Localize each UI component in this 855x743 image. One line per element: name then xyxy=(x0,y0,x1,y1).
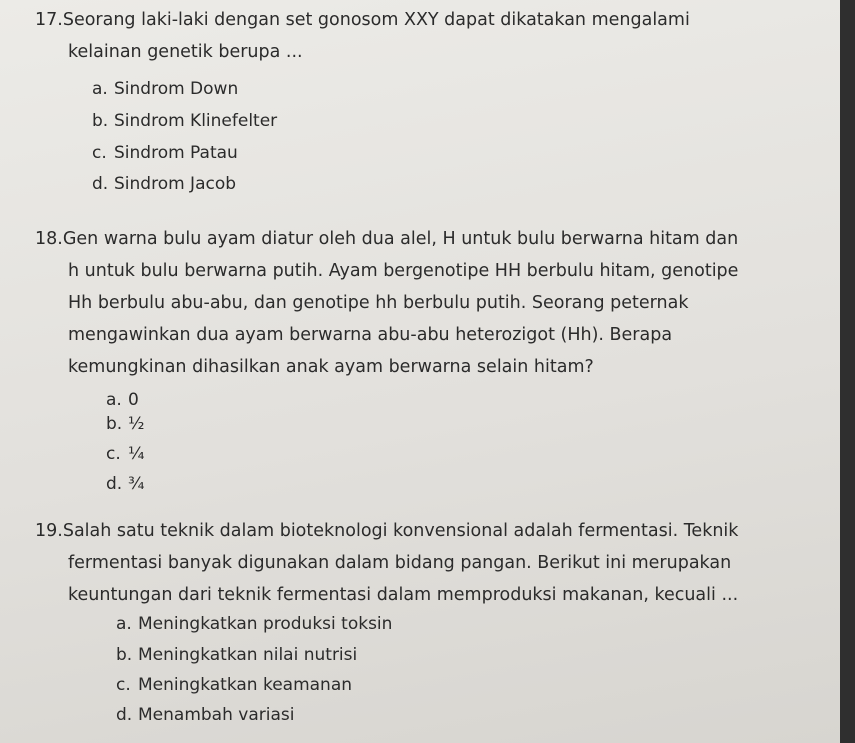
option-17-c[interactable]: c. Sindrom Patau xyxy=(92,143,238,163)
option-19-b[interactable]: b. Meningkatkan nilai nutrisi xyxy=(116,645,358,665)
question-number: 17. xyxy=(35,10,63,30)
question-18-line-5: kemungkinan dihasilkan anak ayam berwarna selain hitam? xyxy=(68,357,594,377)
option-17-d[interactable]: d. Sindrom Jacob xyxy=(92,174,237,194)
question-17-line-1: 17.Seorang laki-laki dengan set gonosom XXY dapat dikatakan mengalami xyxy=(35,10,690,30)
question-19-line-3: keuntungan dari teknik fermentasi dalam memproduksi makanan, kecuali ... xyxy=(68,585,739,605)
question-number: 18. xyxy=(35,229,63,249)
option-18-a[interactable]: a. 0 xyxy=(106,390,139,410)
question-19 xyxy=(35,515,833,611)
option-19-d[interactable]: d. Menambah variasi xyxy=(116,705,295,725)
question-17 xyxy=(35,4,835,68)
option-18-c[interactable]: c. ¼ xyxy=(106,444,145,464)
question-18-line-4: mengawinkan dua ayam berwarna abu-abu heterozigot (Hh). Berapa xyxy=(68,325,673,345)
question-18-line-2: h untuk bulu berwarna putih. Ayam bergenotipe HH berbulu hitam, genotipe xyxy=(68,261,739,281)
option-19-a[interactable]: a. Meningkatkan produksi toksin xyxy=(116,614,393,634)
question-number: 19. xyxy=(35,521,63,541)
question-18 xyxy=(35,223,830,383)
question-18-line-1: 18.Gen warna bulu ayam diatur oleh dua alel, H untuk bulu berwarna hitam dan xyxy=(35,229,739,249)
question-19-line-1: 19.Salah satu teknik dalam bioteknologi konvensional adalah fermentasi. Teknik xyxy=(35,521,739,541)
option-17-a[interactable]: a. Sindrom Down xyxy=(92,79,239,99)
option-19-c[interactable]: c. Meningkatkan keamanan xyxy=(116,675,353,695)
question-19-line-2: fermentasi banyak digunakan dalam bidang pangan. Berikut ini merupakan xyxy=(68,553,732,573)
question-18-line-3: Hh berbulu abu-abu, dan genotipe hh berbulu putih. Seorang peternak xyxy=(68,293,689,313)
option-18-d[interactable]: d. ¾ xyxy=(106,474,145,494)
question-17-line-2: kelainan genetik berupa ... xyxy=(68,42,303,62)
option-17-b[interactable]: b. Sindrom Klinefelter xyxy=(92,111,278,131)
dark-background-edge xyxy=(840,0,855,743)
option-18-b[interactable]: b. ½ xyxy=(106,414,145,434)
